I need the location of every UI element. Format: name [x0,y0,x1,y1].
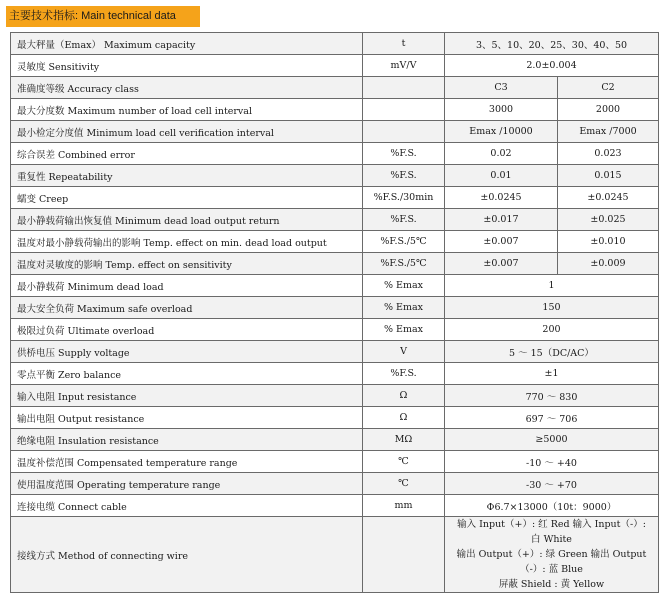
spec-unit: %F.S./30min [363,187,445,209]
spec-value-c3: Emax /10000 [445,121,558,143]
spec-value-c3: 0.01 [445,165,558,187]
wiring-line1: 输入 Input（+）: 红 Red 输入 Input（-）: 白 White [457,519,646,545]
table-row [11,231,659,253]
table-row [11,253,659,275]
table-row [11,99,659,121]
spec-value-c2: C2 [558,77,659,99]
spec-unit: %F.S. [363,143,445,165]
spec-unit: mV/V [363,55,445,77]
wiring-line3: 屏蔽 Shield : 黄 Yellow [498,579,605,590]
spec-value: 1 [445,275,659,297]
spec-label: 供桥电压 Supply voltage [11,341,363,363]
spec-label: 最小静载荷 Minimum dead load [11,275,363,297]
spec-unit: Ω [363,385,445,407]
spec-value-c3: ±0.017 [445,209,558,231]
spec-value: 150 [445,297,659,319]
spec-value-c2: ±0.025 [558,209,659,231]
wiring-label: 接线方式 Method of connecting wire [11,517,363,593]
spec-value: -10 ～ +40 [445,451,659,473]
spec-value-c2: Emax /7000 [558,121,659,143]
spec-label: 输出电阻 Output resistance [11,407,363,429]
spec-value-c3: 0.02 [445,143,558,165]
spec-value: 697 ～ 706 [445,407,659,429]
spec-unit: %F.S. [363,363,445,385]
spec-value: ≥5000 [445,429,659,451]
spec-label: 温度补偿范围 Compensated temperature range [11,451,363,473]
spec-unit: % Emax [363,297,445,319]
spec-value: 3、5、10、20、25、30、40、50 [445,33,659,55]
spec-label: 最大安全负荷 Maximum safe overload [11,297,363,319]
spec-value: ±1 [445,363,659,385]
wiring-value [445,517,659,593]
spec-label: 综合误差 Combined error [11,143,363,165]
spec-label: 绝缘电阻 Insulation resistance [11,429,363,451]
spec-value-c2: 0.023 [558,143,659,165]
spec-unit: % Emax [363,275,445,297]
table-row [11,165,659,187]
table-row [11,297,659,319]
table-row [11,495,659,517]
table-row [11,77,659,99]
spec-value: 5 ～ 15（DC/AC） [445,341,659,363]
spec-label: 最小检定分度值 Minimum load cell verification interval [11,121,363,143]
spec-label: 零点平衡 Zero balance [11,363,363,385]
spec-unit: V [363,341,445,363]
wiring-unit [363,517,445,593]
spec-unit: %F.S. [363,209,445,231]
table-row [11,363,659,385]
spec-unit: %F.S./5℃ [363,253,445,275]
spec-unit: ℃ [363,451,445,473]
spec-value-c2: ±0.0245 [558,187,659,209]
spec-value-c2: ±0.009 [558,253,659,275]
spec-unit [363,77,445,99]
spec-label: 重复性 Repeatability [11,165,363,187]
spec-value-c2: 2000 [558,99,659,121]
spec-unit [363,121,445,143]
table-row [11,33,659,55]
spec-label: 极限过负荷 Ultimate overload [11,319,363,341]
spec-label: 输入电阻 Input resistance [11,385,363,407]
spec-label: 准确度等级 Accuracy class [11,77,363,99]
spec-unit: % Emax [363,319,445,341]
spec-value: -30 ～ +70 [445,473,659,495]
spec-label: 温度对灵敏度的影响 Temp. effect on sensitivity [11,253,363,275]
spec-label: 连接电缆 Connect cable [11,495,363,517]
table-row [11,473,659,495]
spec-label: 使用温度范围 Operating temperature range [11,473,363,495]
spec-value: 770 ～ 830 [445,385,659,407]
table-row [11,209,659,231]
spec-unit: ℃ [363,473,445,495]
table-row [11,187,659,209]
spec-value-c3: ±0.0245 [445,187,558,209]
wiring-line2: 输出 Output（+）: 绿 Green 输出 Output（-）: 蓝 Blue [456,549,647,575]
spec-unit: %F.S. [363,165,445,187]
spec-value: 2.0±0.004 [445,55,659,77]
table-row [11,319,659,341]
spec-value-c2: 0.015 [558,165,659,187]
spec-label: 蠕变 Creep [11,187,363,209]
spec-label: 温度对最小静载荷输出的影响 Temp. effect on min. dead load output [11,231,363,253]
spec-label: 最大秤量（Emax） Maximum capacity [11,33,363,55]
spec-unit: %F.S./5℃ [363,231,445,253]
spec-label: 最大分度数 Maximum number of load cell interval [11,99,363,121]
spec-label: 灵敏度 Sensitivity [11,55,363,77]
spec-unit: Ω [363,407,445,429]
spec-value-c2: ±0.010 [558,231,659,253]
spec-value-c3: ±0.007 [445,253,558,275]
spec-unit: mm [363,495,445,517]
spec-value-c3: 3000 [445,99,558,121]
spec-value: 200 [445,319,659,341]
table-row [11,341,659,363]
spec-label: 最小静载荷输出恢复值 Minimum dead load output return [11,209,363,231]
section-title: 主要技术指标: Main technical data [6,6,200,27]
spec-value: Φ6.7×13000（10t：9000） [445,495,659,517]
spec-unit: t [363,33,445,55]
technical-data-table [10,32,659,593]
spec-value-c3: ±0.007 [445,231,558,253]
spec-value-c3: C3 [445,77,558,99]
table-row [11,429,659,451]
table-row [11,55,659,77]
wiring-row [11,517,659,593]
table-row [11,385,659,407]
table-body [11,33,659,593]
table-row [11,407,659,429]
table-row [11,143,659,165]
table-row [11,121,659,143]
table-row [11,275,659,297]
spec-unit [363,99,445,121]
table-row [11,451,659,473]
spec-unit: MΩ [363,429,445,451]
